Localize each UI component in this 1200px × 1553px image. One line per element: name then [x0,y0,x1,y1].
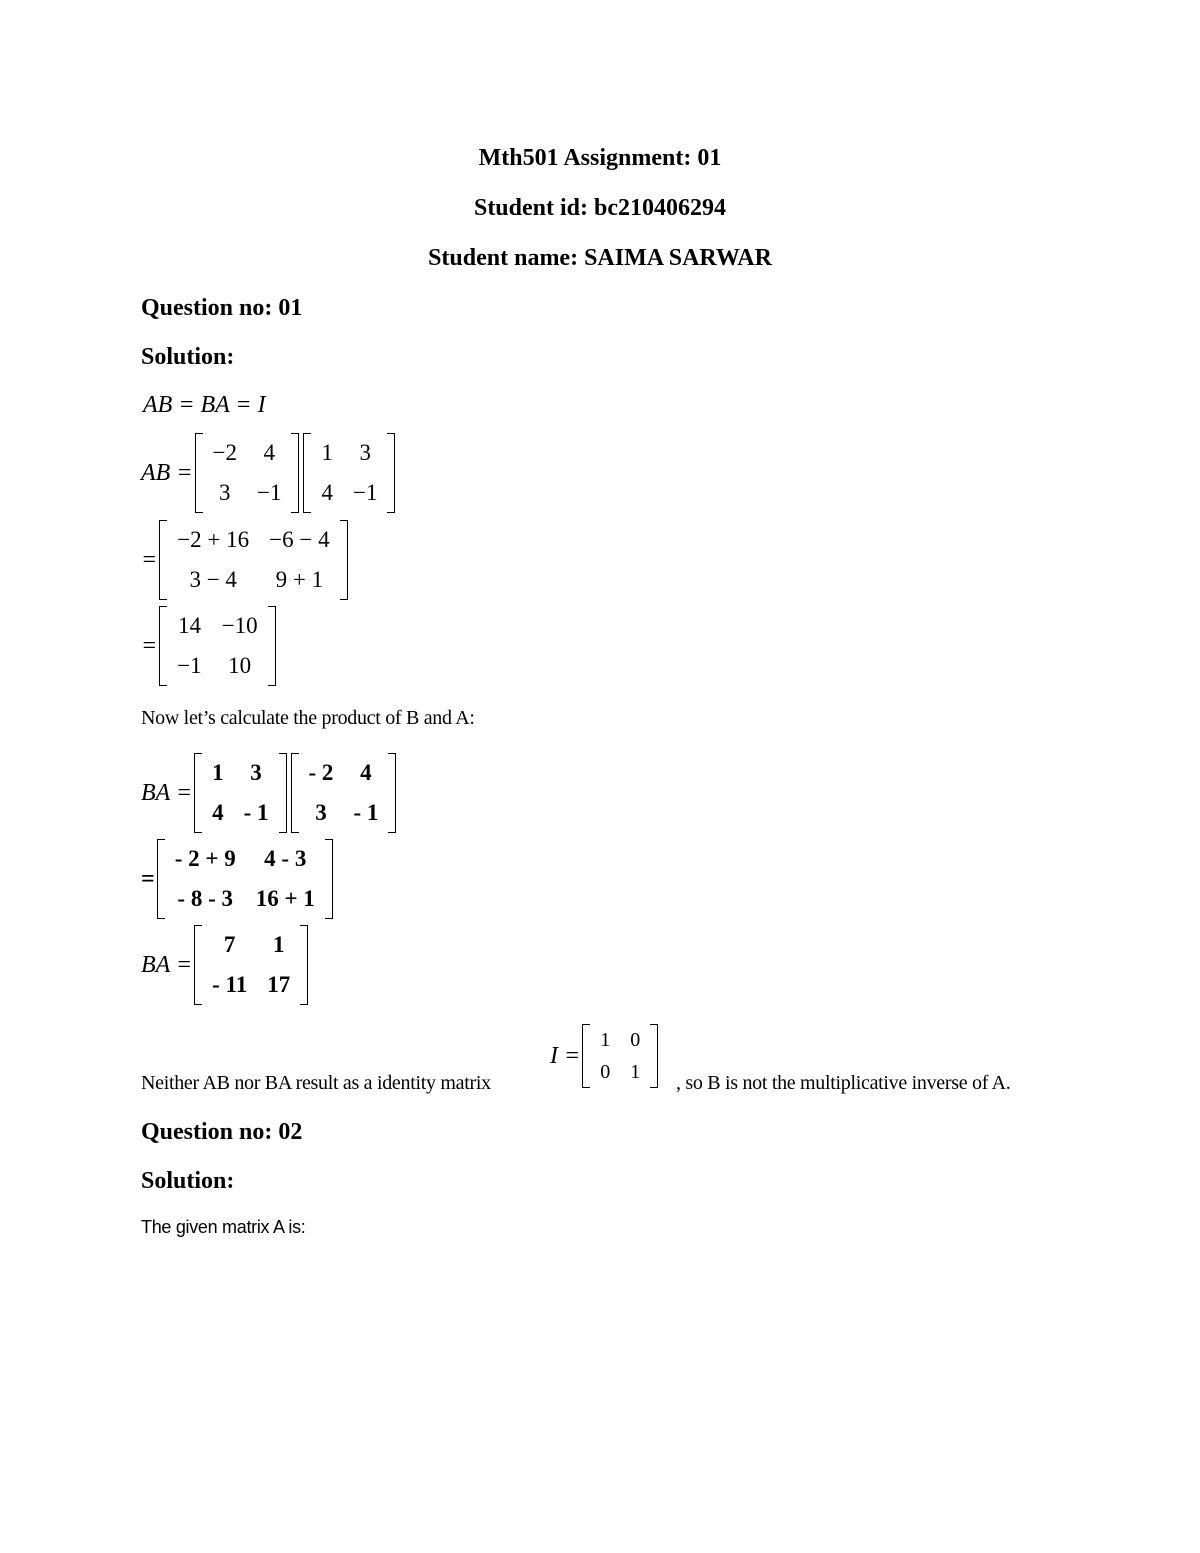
document-title: Mth501 Assignment: 01 [478,145,722,171]
equation-lhs: BA = [141,951,193,978]
conclusion-end: , so B is not the multiplicative inverse of A. [676,1072,1011,1094]
matrix-cell: 3 [359,440,371,465]
question-2-solution-label: Solution: [141,1168,235,1194]
matrix-cell: 10 [228,653,252,678]
matrix-cell: 4 [321,480,333,505]
equation-ab-result [141,606,278,686]
equation-ab-ba-i: AB = BA = I [143,392,266,418]
matrix-cell: - 1 [353,800,379,825]
matrix-cell: −1 [257,480,282,505]
matrix-cell: −2 [212,440,237,465]
conclusion-start: Neither AB nor BA result as a identity matrix [141,1072,491,1094]
matrix-a [291,753,397,833]
equation-lhs: = [141,632,158,659]
equation-lhs: AB = [141,459,193,486]
equation-lhs: I = [550,1042,581,1069]
identity-matrix-equation [550,1024,660,1088]
matrix-cell: - 11 [212,972,248,997]
question-1-solution-label: Solution: [141,344,235,370]
matrix-ba-expanded [157,839,333,919]
matrix-a [195,433,300,513]
paragraph-ba-intro: Now let’s calculate the product of B and A: [141,707,475,729]
matrix-cell: 17 [267,972,291,997]
matrix-cell: −10 [221,613,258,638]
matrix-cell: 16 + 1 [255,886,315,911]
matrix-cell: −2 + 16 [177,527,250,552]
matrix-cell: 3 [219,480,231,505]
matrix-cell: 4 - 3 [264,846,307,871]
matrix-cell: 3 [250,760,262,785]
identity-matrix [582,1024,658,1088]
matrix-cell: 0 [630,1029,641,1051]
student-name: Student name: SAIMA SARWAR [428,245,772,271]
matrix-cell: −1 [177,653,202,678]
matrix-cell: 9 + 1 [275,567,324,592]
equation-ba-expanded [141,839,335,919]
matrix-cell: −1 [352,480,378,505]
matrix-cell: 3 − 4 [189,567,237,592]
matrix-cell: 1 [321,440,333,465]
matrix-cell: −6 − 4 [269,527,330,552]
question-2-text: The given matrix A is: [141,1217,306,1237]
matrix-b [194,753,286,833]
matrix-b [303,433,395,513]
equation-ba-result [141,925,310,1005]
matrix-cell: 3 [315,800,327,825]
equation-ba-product [141,753,398,833]
equation-ab-expanded [141,520,350,600]
matrix-ab-result [159,606,275,686]
matrix-cell: 4 [263,440,275,465]
equation-lhs: BA = [141,779,193,806]
matrix-cell: - 2 [308,760,334,785]
equation-lhs: = [141,865,155,892]
matrix-cell: 0 [600,1061,611,1083]
matrix-cell: 14 [177,613,201,638]
matrix-cell: 4 [212,800,224,825]
student-id: Student id: bc210406294 [473,195,727,221]
equation-lhs: = [141,546,158,573]
matrix-cell: 4 [360,760,372,785]
matrix-cell: 1 [600,1029,611,1051]
matrix-cell: - 1 [243,800,269,825]
question-1-heading: Question no: 01 [141,295,303,321]
matrix-cell: 1 [212,760,224,785]
question-2-heading: Question no: 02 [141,1119,303,1145]
equation-ab-product [141,433,397,513]
matrix-cell: 7 [223,932,236,957]
matrix-cell: 1 [630,1061,641,1083]
matrix-cell: - 2 + 9 [174,846,236,871]
matrix-ba-result [194,925,308,1005]
matrix-cell: - 8 - 3 [177,886,233,911]
matrix-ab-expanded [159,520,347,600]
matrix-cell: 1 [272,932,285,957]
